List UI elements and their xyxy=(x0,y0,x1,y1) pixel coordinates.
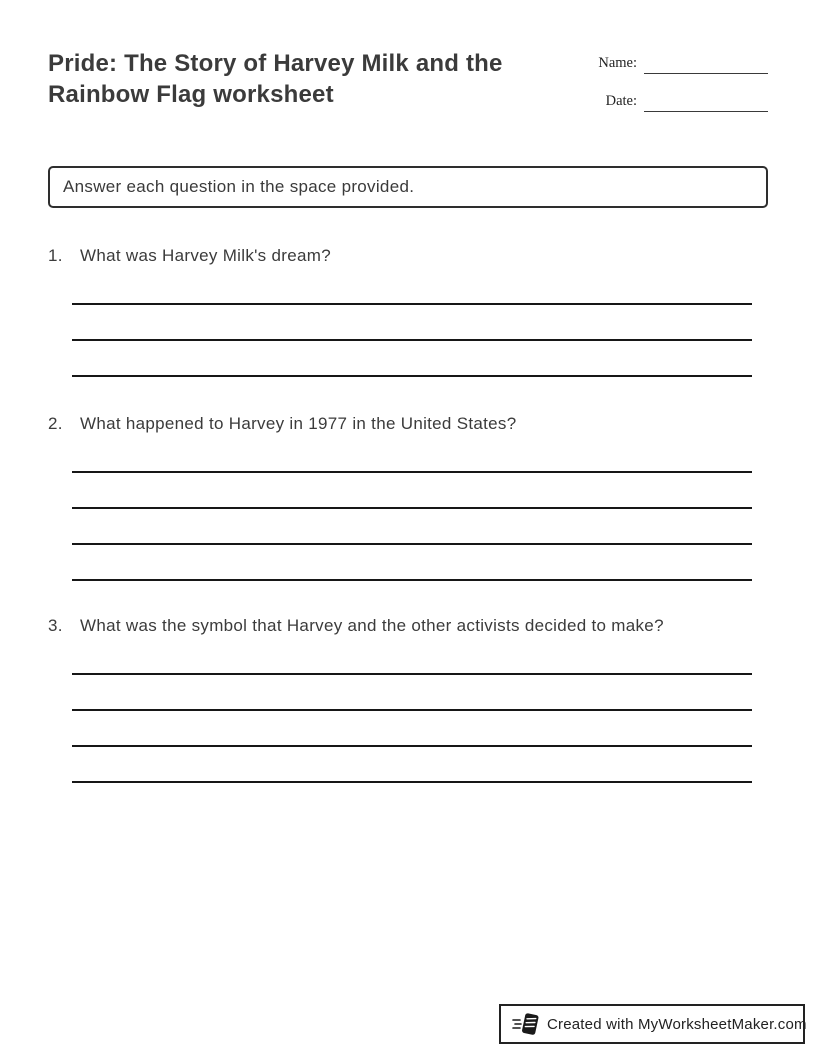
page-title: Pride: The Story of Harvey Milk and the Rainbow Flag worksheet xyxy=(48,50,503,108)
name-label: Name: xyxy=(598,55,637,71)
answer-line xyxy=(72,781,752,783)
footer-credit-text: Created with MyWorksheetMaker.com xyxy=(547,1015,807,1033)
answer-line xyxy=(72,339,752,341)
instruction-box xyxy=(48,166,768,208)
answer-line xyxy=(72,673,752,675)
answer-line xyxy=(72,471,752,473)
date-blank-line xyxy=(644,91,768,112)
instruction-text: Answer each question in the space provided. xyxy=(63,177,415,196)
date-row xyxy=(570,91,768,112)
answer-line xyxy=(72,745,752,747)
question-3 xyxy=(48,616,752,784)
answer-line xyxy=(72,543,752,545)
question-3-text: What was the symbol that Harvey and the other activists decided to make? xyxy=(80,616,664,635)
answer-line xyxy=(72,375,752,377)
question-2 xyxy=(48,414,752,582)
question-1-text: What was Harvey Milk's dream? xyxy=(80,246,331,265)
footer-credit-box xyxy=(499,1004,805,1044)
question-2-number: 2. xyxy=(48,414,63,433)
question-1-number: 1. xyxy=(48,246,63,265)
answer-line xyxy=(72,507,752,509)
name-blank-line xyxy=(644,53,768,74)
question-3-number: 3. xyxy=(48,616,63,635)
worksheet-maker-logo-icon xyxy=(511,1009,541,1039)
answer-line xyxy=(72,579,752,581)
date-label: Date: xyxy=(605,93,637,109)
name-row xyxy=(570,53,768,74)
answer-line xyxy=(72,303,752,305)
answer-line xyxy=(72,709,752,711)
name-date-block xyxy=(570,53,768,112)
question-2-text: What happened to Harvey in 1977 in the United States? xyxy=(80,414,517,433)
question-1 xyxy=(48,246,752,378)
